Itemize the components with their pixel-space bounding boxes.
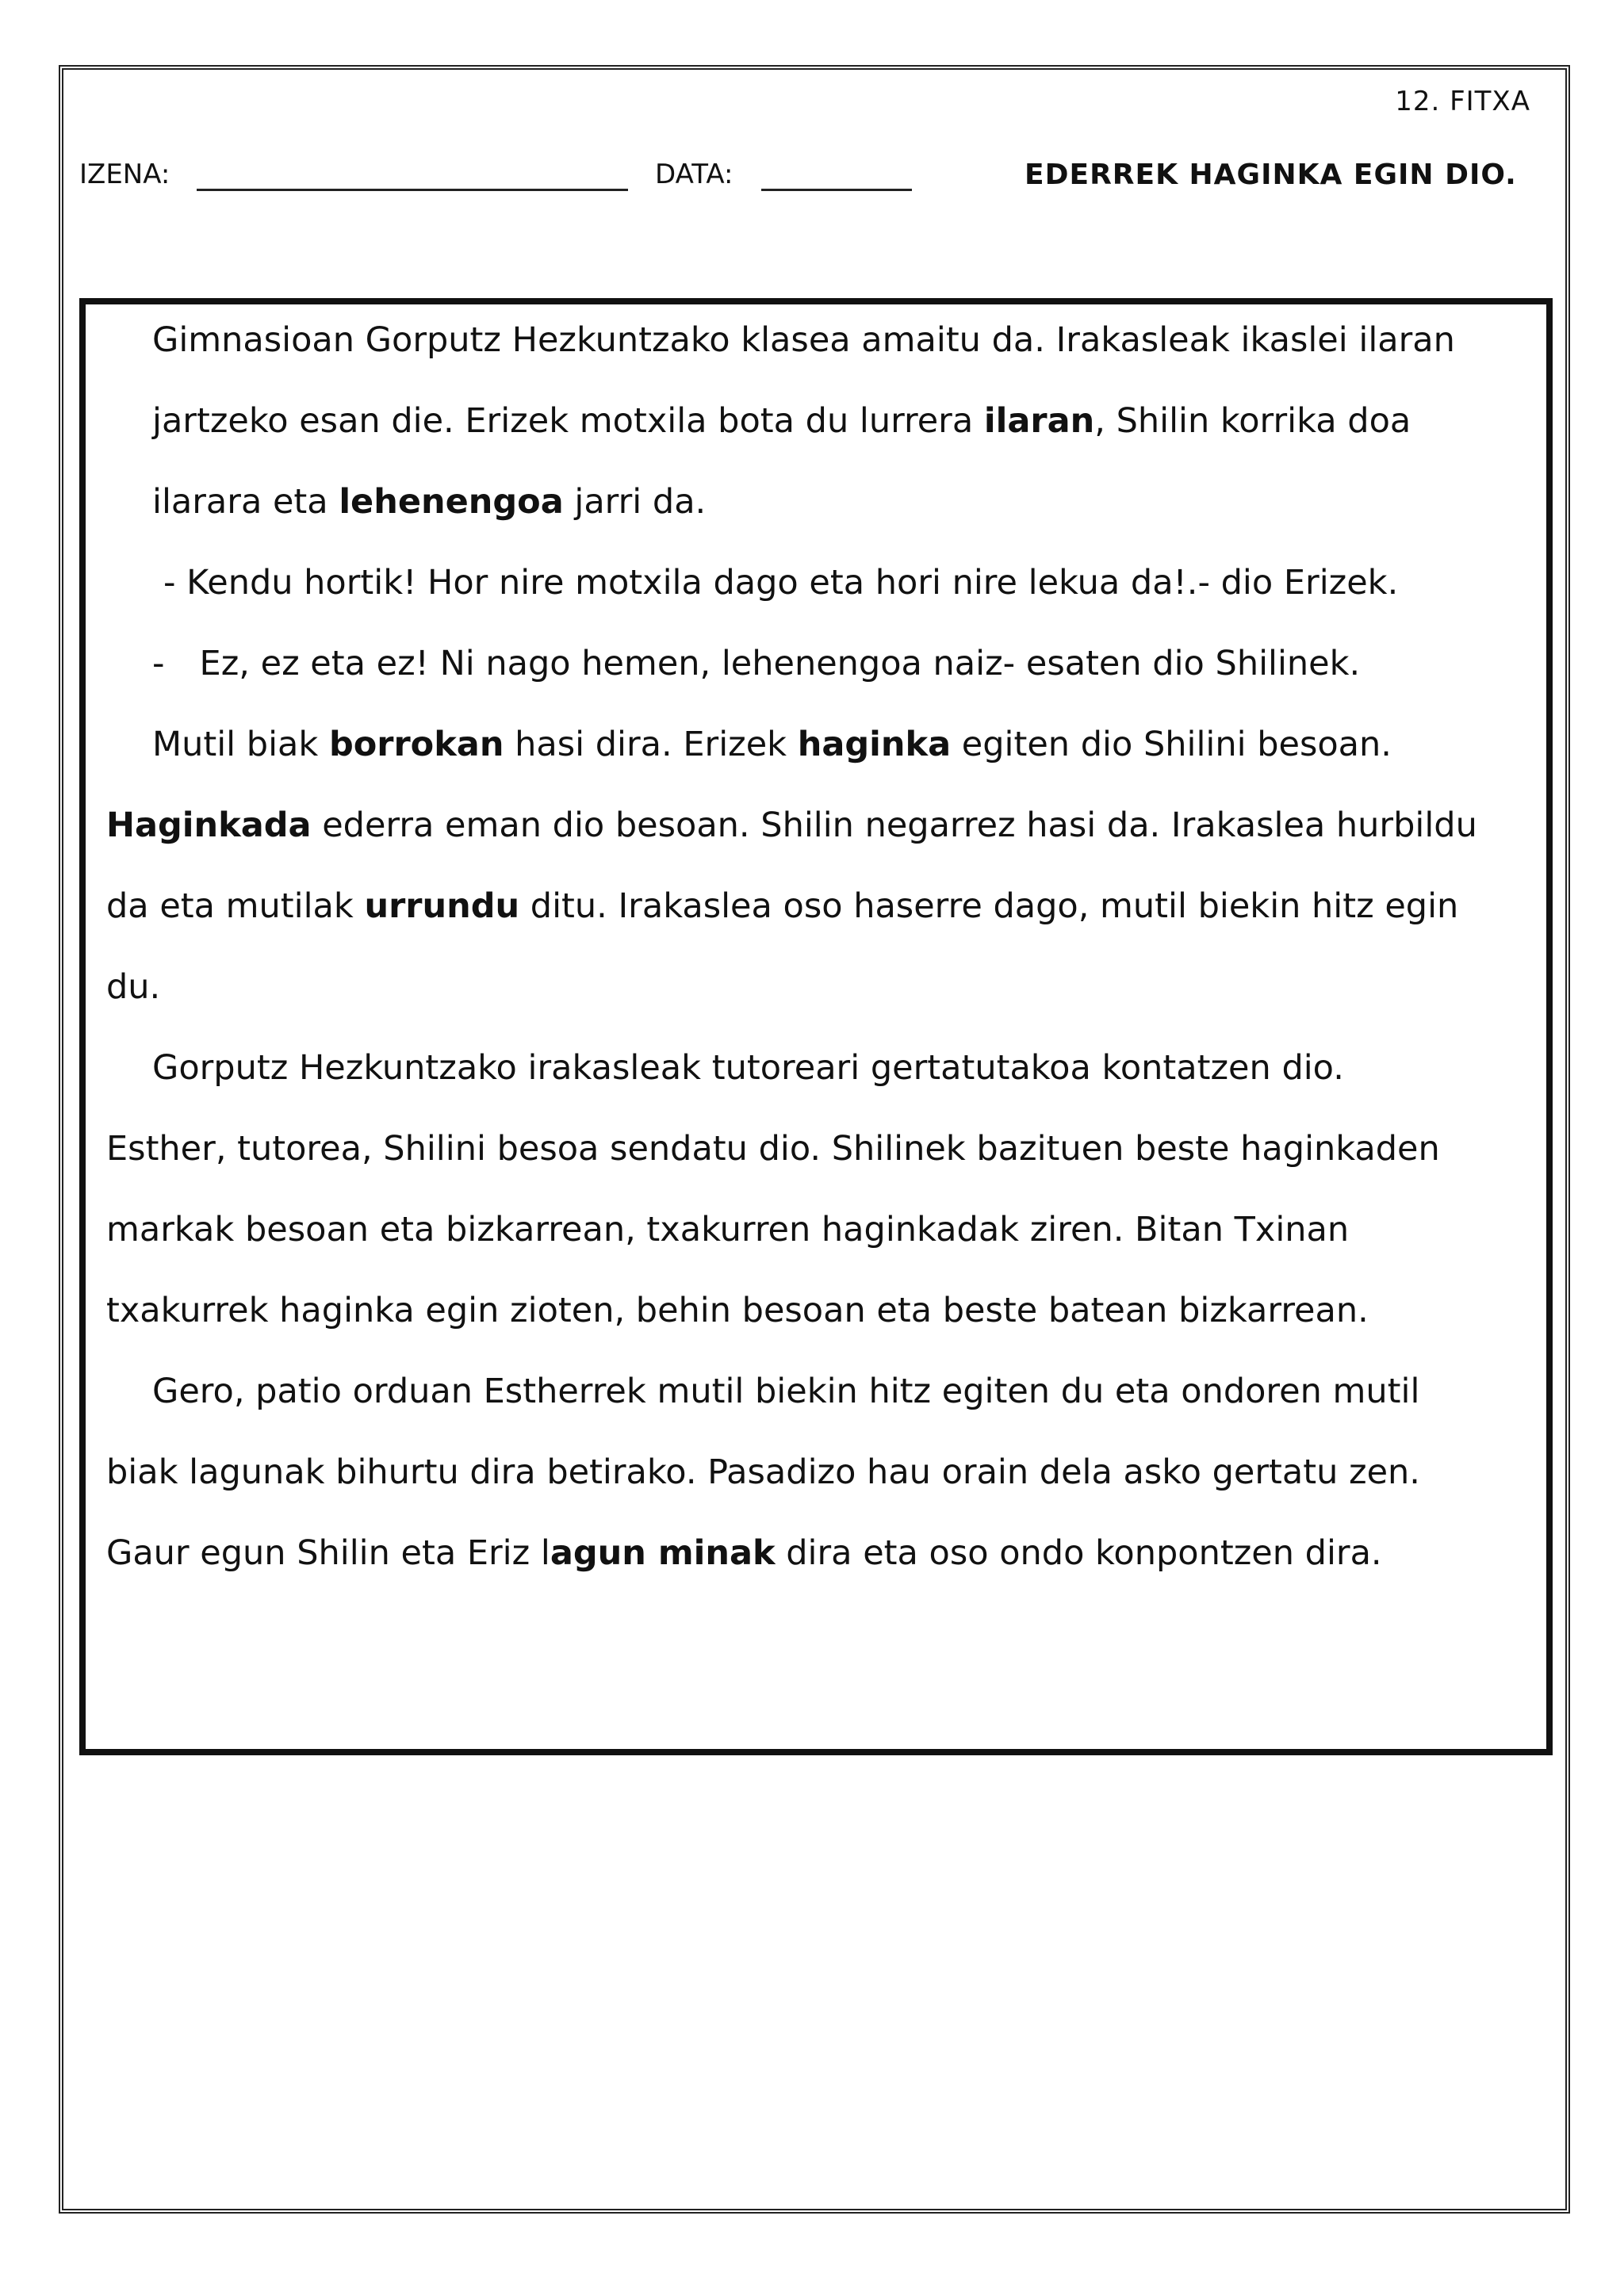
- text-line-15: [106, 1452, 1420, 1492]
- text-line-5: [152, 644, 1361, 683]
- text-span: Ez, ez eta ez! Ni nago hemen, lehenengoa naiz- esaten dio Shilinek.: [199, 644, 1361, 683]
- bold-word: agun minak: [550, 1533, 776, 1573]
- sheet-number: 12. FITXA: [1395, 86, 1530, 117]
- text-line-16: [106, 1533, 1382, 1573]
- text-span: hasi dira. Erizek: [504, 725, 798, 764]
- date-label: DATA:: [655, 159, 733, 190]
- date-field-line: [761, 189, 912, 191]
- text-line-11: [106, 1129, 1440, 1169]
- text-line-13: [106, 1291, 1369, 1330]
- text-span: - Kendu hortik! Hor nire motxila dago eta hori nire lekua da!.- dio Erizek.: [163, 563, 1399, 603]
- bold-word: ilaran: [983, 401, 1095, 441]
- text-line-7: [106, 806, 1477, 845]
- worksheet-header: [79, 159, 1554, 206]
- text-span: Gorputz Hezkuntzako irakasleak tutoreari gertatutakoa kontatzen dio.: [152, 1048, 1344, 1088]
- text-span: ditu. Irakaslea oso haserre dago, mutil biekin hitz egin: [519, 886, 1459, 926]
- text-span: Mutil biak: [152, 725, 329, 764]
- name-field-line: [197, 189, 628, 191]
- text-span: biak lagunak bihurtu dira betirako. Pasadizo hau orain dela asko gertatu zen.: [106, 1452, 1420, 1492]
- text-span: ilarara eta: [152, 482, 339, 522]
- bold-word: Haginkada: [106, 806, 312, 845]
- dialogue-dash: -: [152, 644, 165, 683]
- text-span: du.: [106, 967, 161, 1007]
- text-span: jarri da.: [563, 482, 707, 522]
- text-span: egiten dio Shilini besoan.: [951, 725, 1392, 764]
- bold-word: urrundu: [364, 886, 520, 926]
- text-span: jartzeko esan die. Erizek motxila bota du lurrera: [152, 401, 984, 441]
- text-line-2: [152, 401, 1411, 441]
- text-line-14: [152, 1372, 1420, 1411]
- worksheet-title: EDERREK HAGINKA EGIN DIO.: [1025, 159, 1517, 191]
- text-span: ederra eman dio besoan. Shilin negarrez hasi da. Irakaslea hurbildu: [311, 806, 1477, 845]
- bold-word: borrokan: [328, 725, 504, 764]
- text-span: txakurrek haginka egin zioten, behin besoan eta beste batean bizkarrean.: [106, 1291, 1369, 1330]
- text-span: , Shilin korrika doa: [1094, 401, 1411, 441]
- text-span: da eta mutilak: [106, 886, 365, 926]
- name-label: IZENA:: [79, 159, 170, 190]
- text-span: Gaur egun Shilin eta Eriz l: [106, 1533, 550, 1573]
- text-line-12: [106, 1210, 1350, 1249]
- text-line-6: [152, 725, 1392, 764]
- text-span: dira eta oso ondo konpontzen dira.: [775, 1533, 1382, 1573]
- text-span: Gimnasioan Gorputz Hezkuntzako klasea amaitu da. Irakasleak ikaslei ilaran: [152, 320, 1455, 360]
- text-line-1: [152, 320, 1455, 360]
- text-line-9: [106, 967, 161, 1007]
- text-span: Esther, tutorea, Shilini besoa sendatu dio. Shilinek bazituen beste haginkaden: [106, 1129, 1440, 1169]
- text-span: Gero, patio orduan Estherrek mutil biekin hitz egiten du eta ondoren mutil: [152, 1372, 1420, 1411]
- bold-word: lehenengoa: [339, 482, 564, 522]
- text-line-8: [106, 886, 1459, 926]
- text-span: markak besoan eta bizkarrean, txakurren haginkadak ziren. Bitan Txinan: [106, 1210, 1350, 1249]
- bold-word: haginka: [797, 725, 952, 764]
- text-line-3: [152, 482, 707, 522]
- text-line-10: [152, 1048, 1344, 1088]
- text-line-4: [163, 563, 1399, 603]
